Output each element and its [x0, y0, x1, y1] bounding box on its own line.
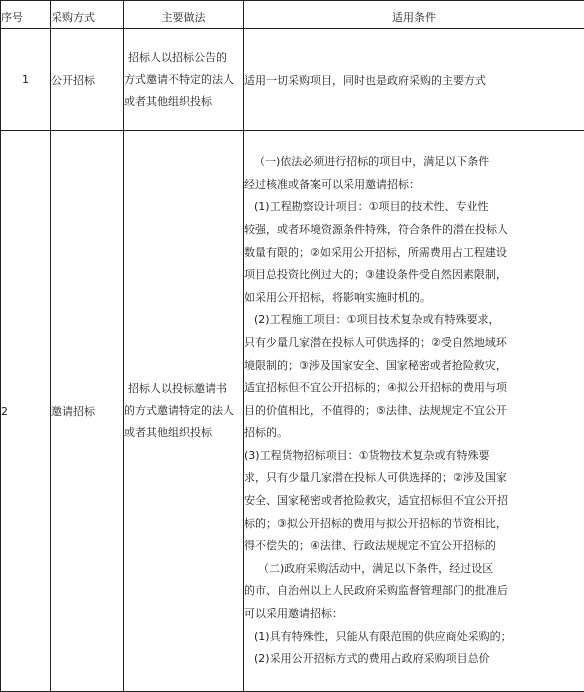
header-method: 采购方式 — [51, 1, 124, 29]
condition-line: (3)工程货物招标项目：①货物技术复杂或有特殊要 — [244, 445, 584, 468]
condition-line: 可以采用邀请招标： — [244, 603, 584, 626]
condition-line: 项目总投资比例过大的；③建设条件受自然因素限制， — [244, 264, 584, 287]
condition-line: 只有少量几家潜在投标人可供选择的；②受自然地域环 — [244, 332, 584, 355]
condition-line: 境限制的；③涉及国家安全、国家秘密或者抢险救灾， — [244, 355, 584, 378]
header-row — [1, 1, 584, 29]
condition-line: (1)工程勘察设计项目：①项目的技术性、专业性 — [244, 196, 584, 219]
condition-line: 得不偿失的；④法律、行政法规规定不宜公开招标的 — [244, 535, 584, 558]
row-method: 邀请招标 — [51, 131, 124, 692]
condition-line: （二)政府采购活动中，满足以下条件，经过设区 — [244, 558, 584, 581]
practice-line: 方式邀请不特定的法人 — [124, 69, 243, 91]
condition-line: 数量有限的；②如采用公开招标，所需费用占工程建设 — [244, 242, 584, 265]
row-conditions — [244, 131, 584, 692]
condition-line: 标的；③拟公开招标的费用与拟公开招标的节资相比， — [244, 513, 584, 536]
condition-line: 的市、自治州以上人民政府采购监督管理部门的批准后 — [244, 580, 584, 603]
condition-line: 经过核准或备案可以采用邀请招标： — [244, 174, 584, 197]
row-conditions: 适用一切采购项目，同时也是政府采购的主要方式 — [244, 29, 584, 131]
practice-line: 或者其他组织投标 — [124, 91, 243, 113]
header-practice: 主要做法 — [124, 1, 244, 29]
row-practice — [124, 131, 244, 692]
condition-line: (2)采用公开招标方式的费用占政府采购项目总价 — [244, 648, 584, 671]
condition-line: 目的价值相比，不值得的；⑤法律、法规规定不宜公开 — [244, 400, 584, 423]
condition-line: 较强，或者环境资源条件特殊，符合条件的潜在投标人 — [244, 219, 584, 242]
header-serial-no: 序号 — [1, 1, 51, 29]
practice-line: 或者其他组织投标 — [124, 422, 243, 444]
condition-line: 适宜招标但不宜公开招标的；④拟公开招标的费用与项 — [244, 377, 584, 400]
condition-line: 招标的。 — [244, 422, 584, 445]
condition-line: （一)依法必须进行招标的项目中，满足以下条件 — [244, 151, 584, 174]
row-serial-no: 2 — [1, 131, 51, 692]
condition-line: (1)具有特殊性，只能从有限范围的供应商处采购的； — [244, 626, 584, 649]
condition-line: 求，只有少量几家潜在投标人可供选择的；②涉及国家 — [244, 467, 584, 490]
row-practice — [124, 29, 244, 131]
condition-line: (2)工程施工项目：①项目技术复杂或有特殊要求， — [244, 309, 584, 332]
practice-line: 的方式邀请特定的法人 — [124, 400, 243, 422]
row-method: 公开招标 — [51, 29, 124, 131]
practice-line: 招标人以招标公告的 — [124, 47, 243, 69]
table-row — [1, 29, 584, 131]
row-serial-no: 1 — [1, 29, 51, 131]
condition-line: 如采用公开招标，将影响实施时机的。 — [244, 287, 584, 310]
practice-line: 招标人以投标邀请书 — [124, 378, 243, 400]
table-row — [1, 131, 584, 692]
condition-line: 安全、国家秘密或者抢险救灾，适宜招标但不宜公开招 — [244, 490, 584, 513]
header-conditions: 适用条件 — [244, 1, 584, 29]
